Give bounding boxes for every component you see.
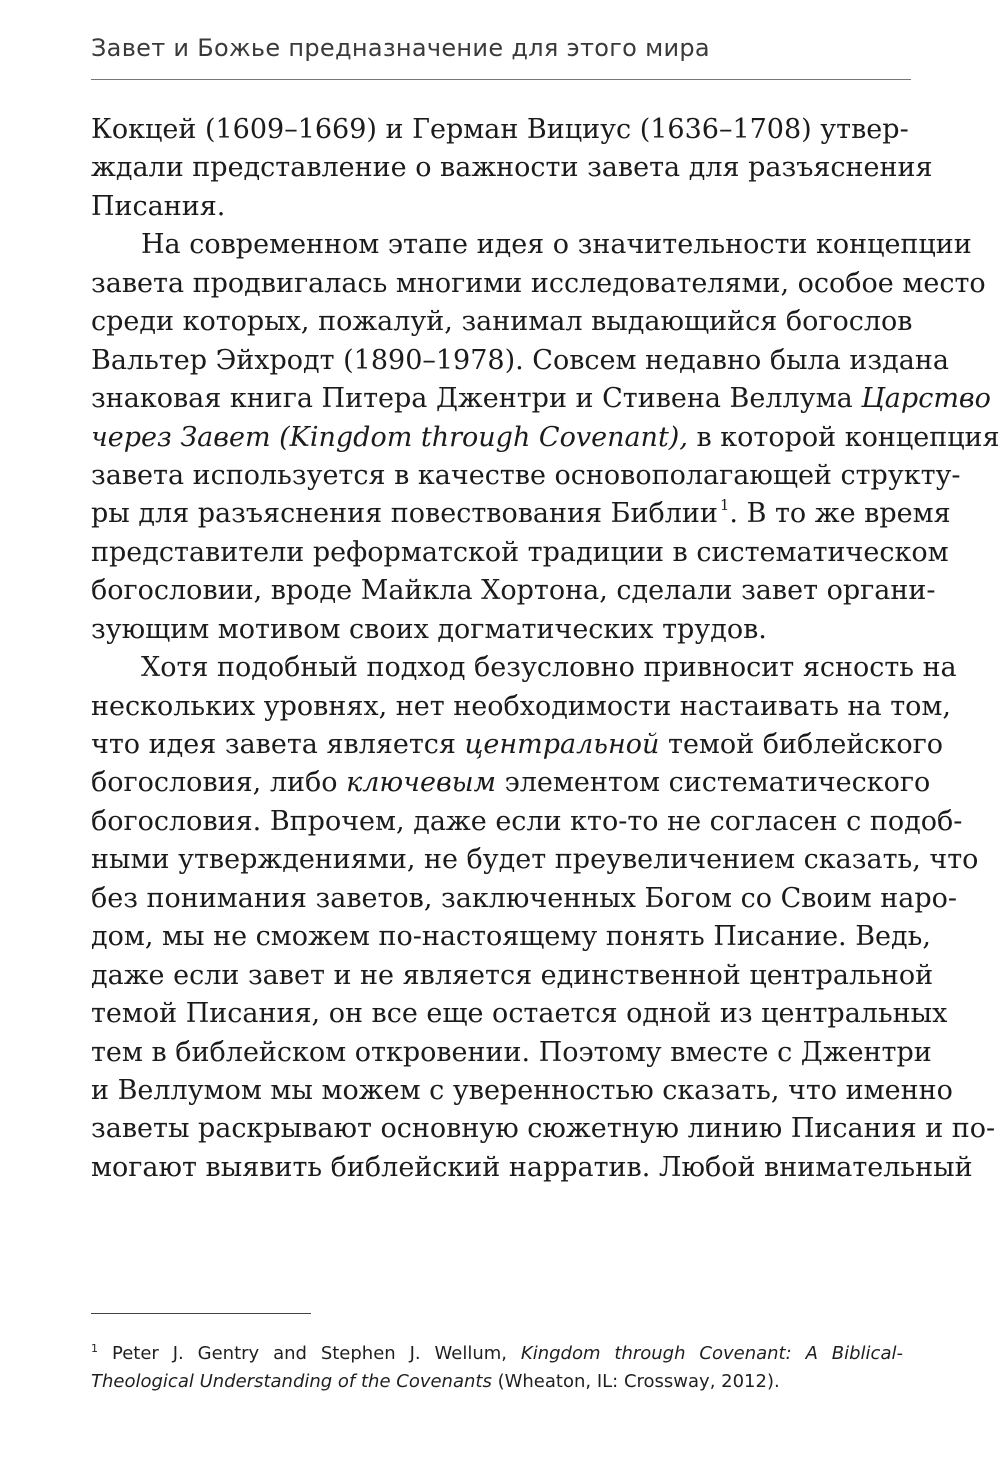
text-line: [91, 764, 931, 802]
text-line: Кокцей (1609–1669) и Герман Вициус (1636–1708) утвер-: [91, 114, 909, 145]
text-line: завета продвигалась многими исследователями, особое место: [91, 267, 986, 299]
text-line: [91, 380, 991, 418]
text-line: На современном этапе идея о значительности концепции: [141, 229, 972, 261]
text-line: Писания.: [91, 190, 226, 222]
book-title-italic: Царство: [861, 383, 991, 415]
text-fragment: что идея завета является: [91, 729, 465, 760]
emphasis-italic: ключевым: [346, 767, 497, 799]
footnote-title: Theological Understanding of the Covenants: [91, 1371, 492, 1392]
text-line: завета используется в качестве основополагающей структу-: [91, 459, 961, 491]
running-head: Завет и Божье предназначение для этого мира: [91, 34, 710, 62]
text-fragment: элементом систематического: [496, 767, 931, 799]
text-fragment: знаковая книга Питера Джентри и Стивена Веллума: [91, 383, 862, 415]
text-line: Хотя подобный подход безусловно привносит ясность на: [141, 652, 957, 684]
text-line: без понимания заветов, заключенных Богом со Своим наро-: [91, 882, 958, 914]
paragraph-3: [91, 649, 996, 1187]
book-title-italic: через Завет (Kingdom through Covenant),: [91, 421, 688, 453]
text-line: зующим мотивом своих догматических трудов.: [91, 613, 767, 645]
text-line: нескольких уровнях, нет необходимости настаивать на том,: [91, 690, 951, 722]
text-line: ными утверждениями, не будет преувеличением сказать, что: [91, 844, 979, 876]
text-line: дом, мы не сможем по-настоящему понять Писание. Ведь,: [91, 921, 931, 953]
footnote-reference[interactable]: 1: [719, 496, 730, 515]
footnote-line: [91, 1368, 903, 1396]
text-line: ждали представление о важности завета для разъяснения: [91, 152, 933, 184]
text-fragment: ры для разъяснения повествования Библии: [91, 498, 718, 530]
text-fragment: богословия, либо: [91, 767, 347, 799]
text-fragment: в которой концепция: [687, 421, 1000, 453]
text-fragment: темой библейского: [659, 729, 944, 760]
text-line: могают выявить библейский нарратив. Любой внимательный: [91, 1151, 973, 1183]
text-line: темой Писания, он все еще остается одной из центральных: [91, 998, 948, 1030]
text-line: [91, 495, 951, 533]
footnote-authors: Peter J. Gentry and Stephen J. Wellum,: [112, 1343, 521, 1364]
text-line: Вальтер Эйхродт (1890–1978). Совсем недавно была издана: [91, 344, 949, 376]
text-line: богословия. Впрочем, даже если кто-то не согласен с подоб-: [91, 805, 963, 837]
emphasis-italic: центральной: [464, 729, 660, 760]
footnote-rule: [91, 1313, 311, 1314]
footnote-line: [91, 1335, 903, 1368]
text-line: представители реформатской традиции в систематическом: [91, 536, 949, 568]
text-line: [91, 419, 1000, 457]
text-line: заветы раскрывают основную сюжетную линию Писания и по-: [91, 1113, 996, 1145]
text-line: [91, 726, 944, 764]
paragraph-1: [91, 111, 933, 226]
text-fragment: . В то же время: [729, 498, 951, 530]
text-line: богословии, вроде Майкла Хортона, сделали завет органи-: [91, 575, 936, 607]
text-line: тем в библейском откровении. Поэтому вместе с Джентри: [91, 1036, 932, 1068]
text-line: среди которых, пожалуй, занимал выдающийся богослов: [91, 306, 913, 338]
header-rule: [91, 79, 911, 80]
text-line: даже если завет и не является единственной центральной: [91, 959, 934, 991]
footnote: [91, 1335, 903, 1396]
footnote-publisher: (Wheaton, IL: Crossway, 2012).: [491, 1371, 780, 1392]
main-text: [91, 111, 1000, 1187]
paragraph-2: [91, 226, 1000, 649]
footnote-title: Kingdom through Covenant: A Biblical-: [520, 1343, 903, 1364]
footnote-number: 1: [91, 1342, 98, 1355]
text-line: и Веллумом мы можем с уверенностью сказать, что именно: [91, 1074, 953, 1106]
